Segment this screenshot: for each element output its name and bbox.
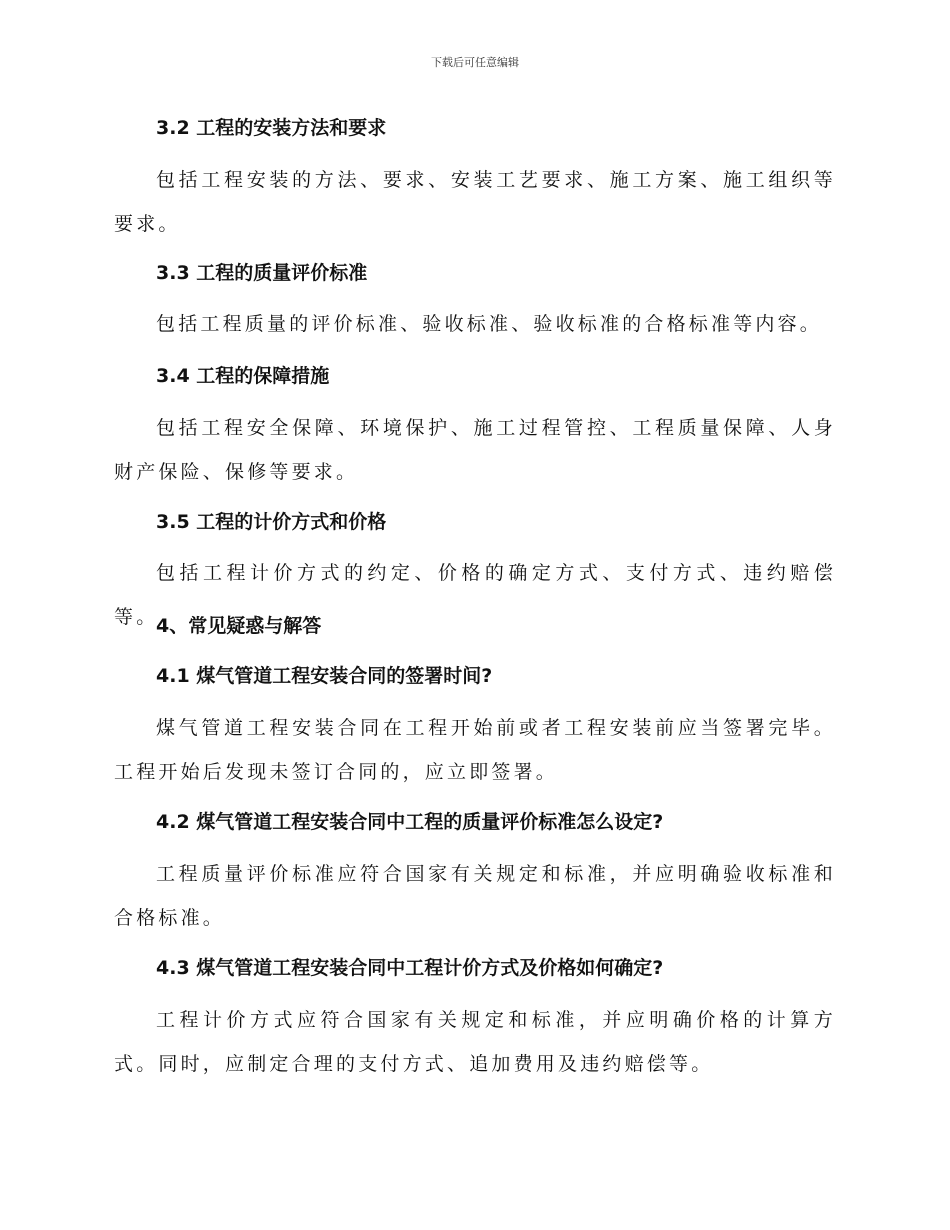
section-body-3-5: 包括工程计价方式的约定、价格的确定方式、支付方式、违约赔偿等。 <box>114 562 836 628</box>
section-heading-4-2: 4.2 煤气管道工程安装合同中工程的质量评价标准怎么设定? <box>156 811 664 833</box>
section-body-4-2: 工程质量评价标准应符合国家有关规定和标准，并应明确验收标准和合格标准。 <box>114 863 836 929</box>
section-body-4-1: 煤气管道工程安装合同在工程开始前或者工程安装前应当签署完毕。工程开始后发现未签订合同的，应立即签署。 <box>114 717 836 783</box>
section-heading-4: 4、常见疑惑与解答 <box>156 615 322 637</box>
section-heading-4-3: 4.3 煤气管道工程安装合同中工程计价方式及价格如何确定? <box>156 957 664 979</box>
section-body-3-4: 包括工程安全保障、环境保护、施工过程管控、工程质量保障、人身财产保险、保修等要求。 <box>114 417 836 483</box>
page-header: 下载后可任意编辑 <box>431 56 519 69</box>
section-body-4-3: 工程计价方式应符合国家有关规定和标准，并应明确价格的计算方式。同时，应制定合理的支付方式、追加费用及违约赔偿等。 <box>114 1009 836 1075</box>
section-heading-4-1: 4.1 煤气管道工程安装合同的签署时间? <box>156 665 493 687</box>
section-heading-3-4: 3.4 工程的保障措施 <box>156 365 330 387</box>
section-body-3-2: 包括工程安装的方法、要求、安装工艺要求、施工方案、施工组织等要求。 <box>114 169 836 235</box>
section-heading-3-3: 3.3 工程的质量评价标准 <box>156 262 368 284</box>
section-heading-3-2: 3.2 工程的安装方法和要求 <box>156 117 387 139</box>
section-heading-3-5: 3.5 工程的计价方式和价格 <box>156 511 387 533</box>
section-body-3-3: 包括工程质量的评价标准、验收标准、验收标准的合格标准等内容。 <box>156 313 823 335</box>
